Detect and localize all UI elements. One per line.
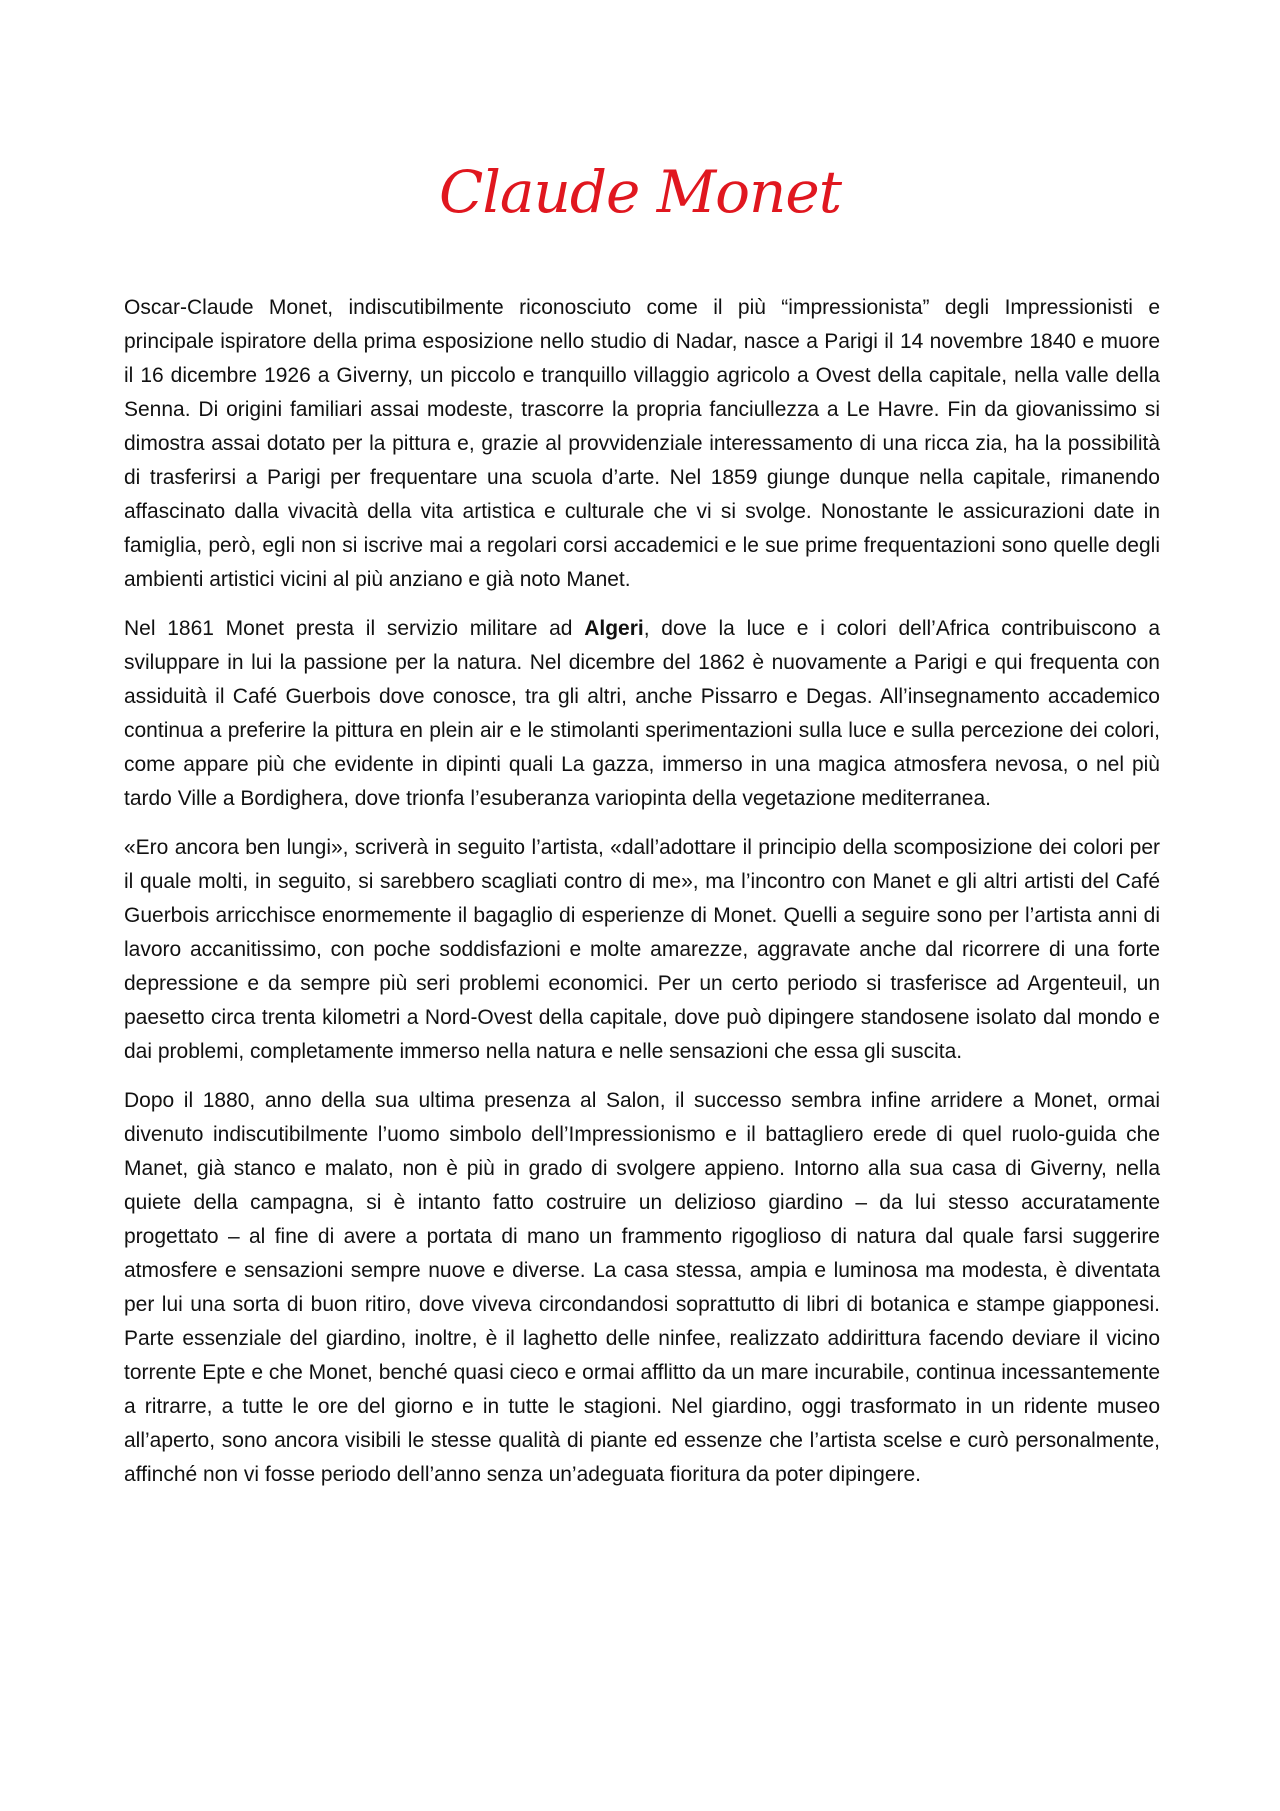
- paragraph-1: Oscar-Claude Monet, indiscutibilmente riconosciuto come il più “impressionista” degli Impressionisti e principale ispiratore della prima esposizione nello studio di Nadar, nasce a Parigi il 14 novembre 1840 e muore il 16 dicembre 1926 a Giverny, un piccolo e tranquillo villaggio agricolo a Ovest della capitale, nella valle della Senna. Di origini familiari assai modeste, trascorre la propria fanciullezza a Le Havre. Fin da giovanissimo si dimostra assai dotato per la pittura e, grazie al provvidenziale interessamento di una ricca zia, ha la possibilità di trasferirsi a Parigi per frequentare una scuola d’arte. Nel 1859 giunge dunque nella capitale, rimanendo affascinato dalla vivacità della vita artistica e culturale che vi si svolge. Nonostante le assicurazioni date in famiglia, però, egli non si iscrive mai a regolari corsi accademici e le sue prime frequentazioni sono quelle degli ambienti artistici vicini al più anziano e già noto Manet.: [124, 296, 1160, 591]
- article-body: [124, 291, 1160, 1507]
- paragraph-2: [124, 612, 1160, 816]
- page-title: Claude Monet: [438, 158, 842, 226]
- algeri-bold: Algeri: [584, 617, 644, 640]
- paragraph-2-intro: Nel 1861 Monet presta il servizio militare ad: [124, 617, 585, 640]
- paragraph-2-rest: , dove la luce e i colori dell’Africa contribuiscono a sviluppare in lui la passione per la natura. Nel dicembre del 1862 è nuovamente a Parigi e qui frequenta con assiduità il Café Guerbois dove conosce, tra gli altri, anche Pissarro e Degas. All’insegnamento accademico continua a preferire la pittura en plein air e le stimolanti sperimentazioni sulla luce e sulla percezione dei colori, come appare più che evidente in dipinti quali La gazza, immerso in una magica atmosfera nevosa, o nel più tardo Ville a Bordighera, dove trionfa l’esuberanza variopinta della vegetazione mediterranea.: [124, 617, 1161, 810]
- paragraph-3: «Ero ancora ben lungi», scriverà in seguito l’artista, «dall’adottare il principio della scomposizione dei colori per il quale molti, in seguito, si sarebbero scagliati contro di me», ma l’incontro con Manet e gli altri artisti del Café Guerbois arricchisce enormemente il bagaglio di esperienze di Monet. Quelli a seguire sono per l’artista anni di lavoro accanitissimo, con poche soddisfazioni e molte amarezze, aggravate anche dal ricorrere di una forte depressione e da sempre più seri problemi economici. Per un certo periodo si trasferisce ad Argenteuil, un paesetto circa trenta kilometri a Nord-Ovest della capitale, dove può dipingere standosene isolato dal mondo e dai problemi, completamente immerso nella natura e nelle sensazioni che essa gli suscita.: [124, 836, 1160, 1063]
- paragraph-4: Dopo il 1880, anno della sua ultima presenza al Salon, il successo sembra infine arridere a Monet, ormai divenuto indiscutibilmente l’uomo simbolo dell’Impressionismo e il battagliero erede di quel ruolo-guida che Manet, già stanco e malato, non è più in grado di svolgere appieno. Intorno alla sua casa di Giverny, nella quiete della campagna, si è intanto fatto costruire un delizioso giardino – da lui stesso accuratamente progettato – al fine di avere a portata di mano un frammento rigoglioso di natura dal quale farsi suggerire atmosfere e sensazioni sempre nuove e diverse. La casa stessa, ampia e luminosa ma modesta, è diventata per lui una sorta di buon ritiro, dove viveva circondandosi soprattutto di libri di botanica e stampe giapponesi. Parte essenziale del giardino, inoltre, è il laghetto delle ninfee, realizzato addirittura facendo deviare il vicino torrente Epte e che Monet, benché quasi cieco e ormai afflitto da un mare incurabile, continua incessantemente a ritrarre, a tutte le ore del giorno e in tutte le stagioni. Nel giardino, oggi trasformato in un ridente museo all’aperto, sono ancora visibili le stesse qualità di piante ed essenze che l’artista scelse e curò personalmente, affinché non vi fosse periodo dell’anno senza un’adeguata fioritura da poter dipingere.: [124, 1089, 1160, 1486]
